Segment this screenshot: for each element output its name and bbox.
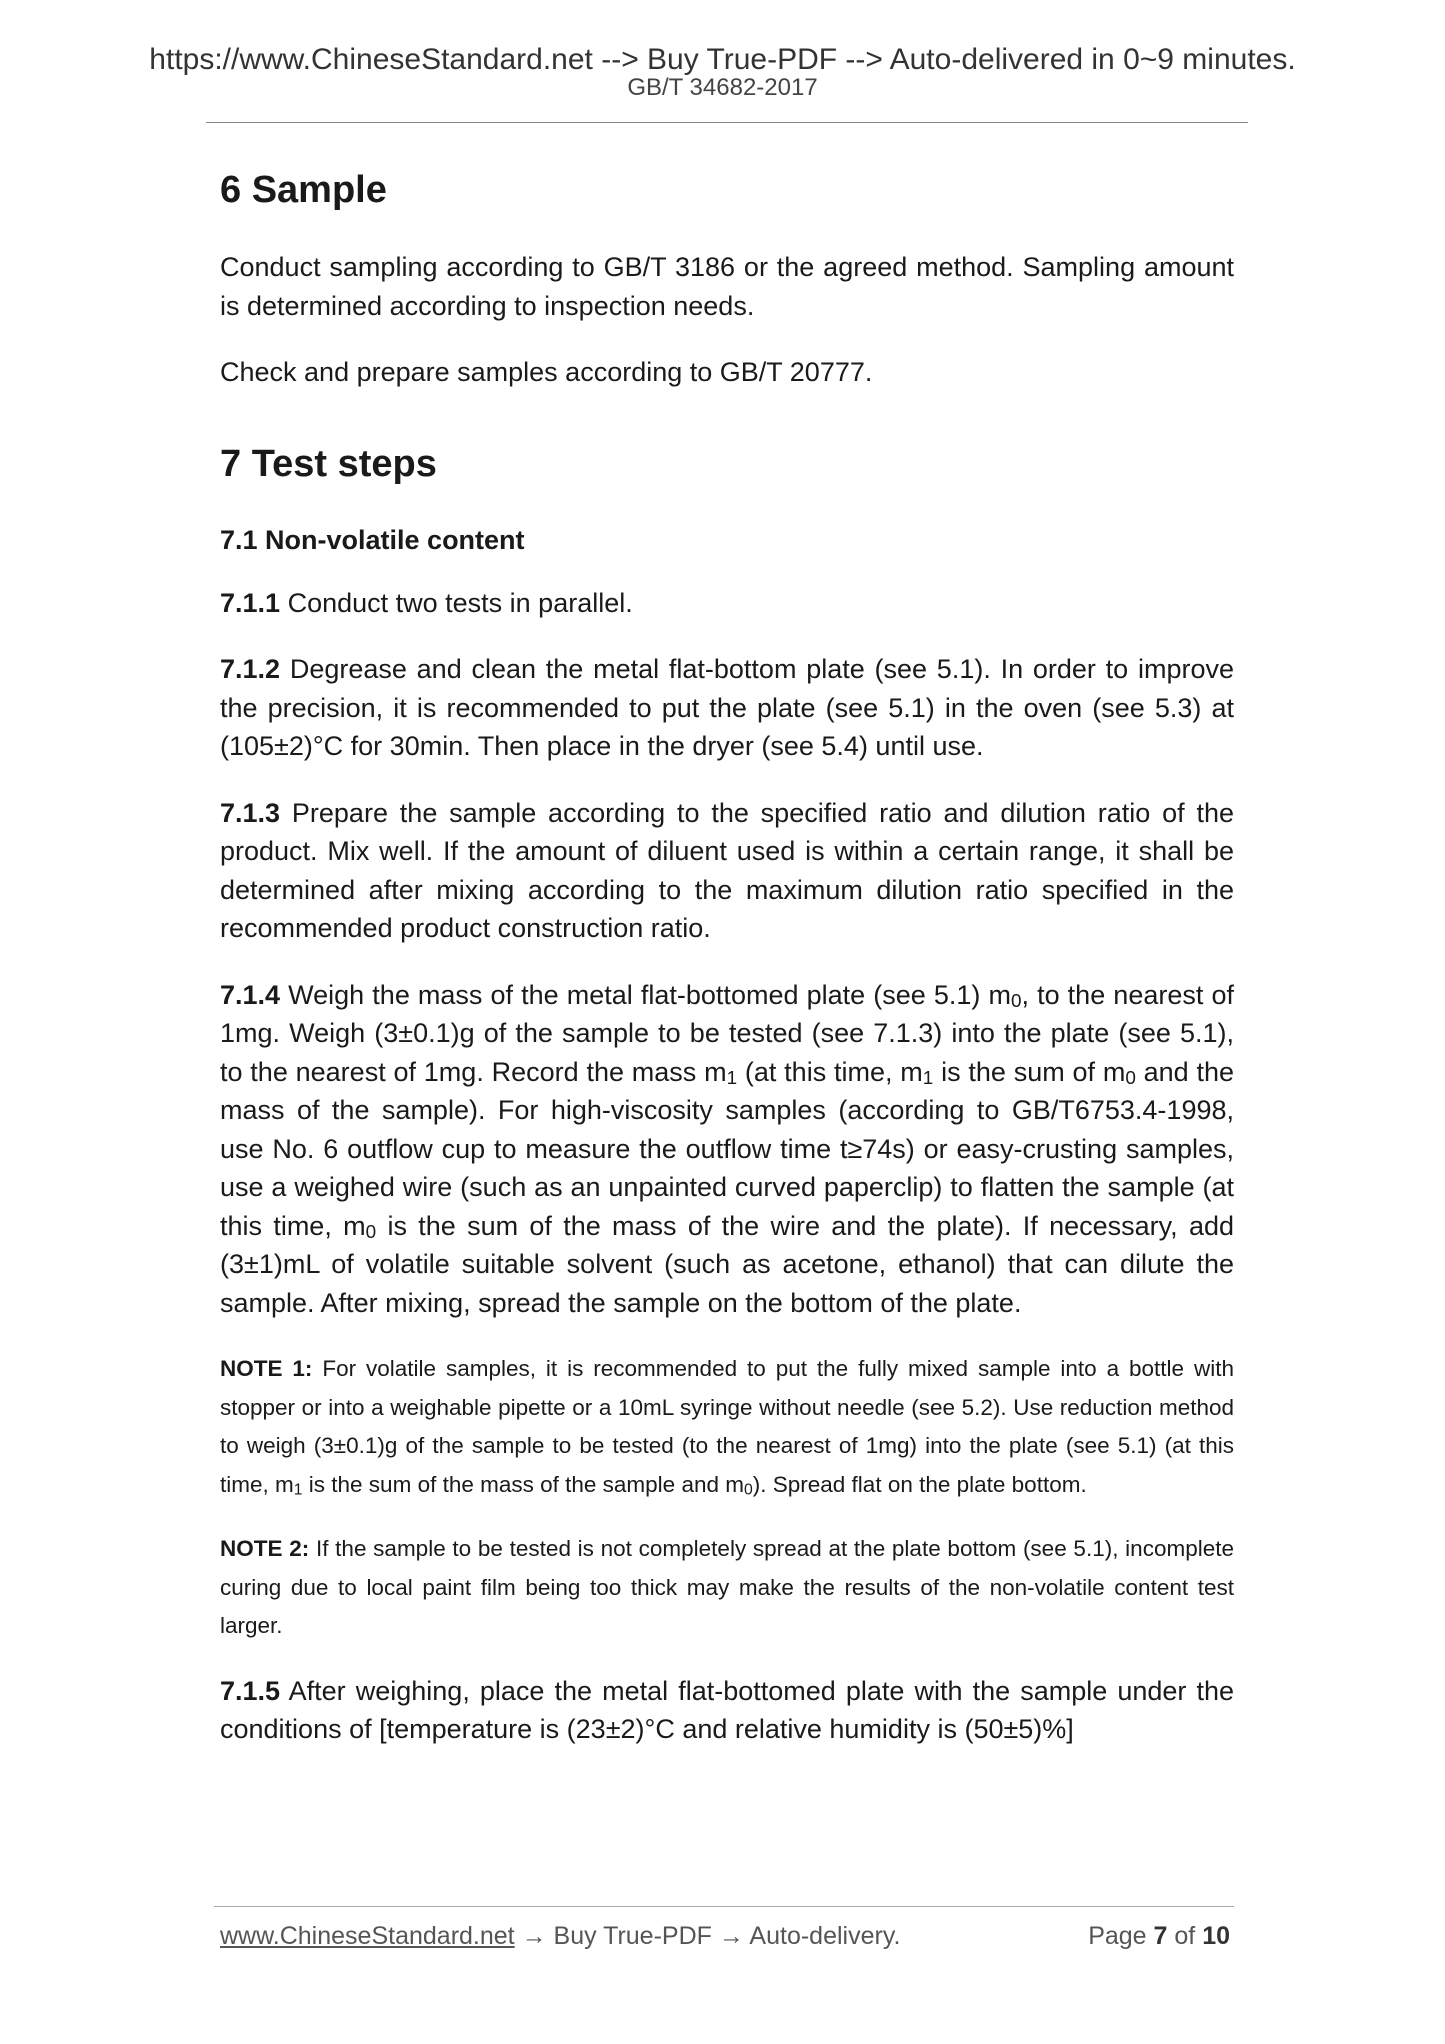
section-6-paragraph-2: Check and prepare samples according to GB/T 20777. bbox=[220, 357, 873, 387]
subscript: 1 bbox=[293, 1480, 303, 1498]
page-label: Page bbox=[1088, 1922, 1154, 1950]
subscript: 0 bbox=[743, 1480, 753, 1498]
note-1 bbox=[220, 1350, 1234, 1504]
clause-text: is the sum of the mass of the wire and the plate). If necessary, add (3±1)mL of volatile suitable solvent (such as acetone, ethanol) that can dilute the sample. After mixing, spread the sample on the bottom of the plate. bbox=[220, 1210, 1234, 1318]
of-label: of bbox=[1167, 1922, 1203, 1950]
footer-promo bbox=[220, 1922, 900, 1951]
page-number bbox=[1088, 1922, 1230, 1951]
clause-text: , to the nearest of 1mg. Weigh (3±0.1)g of the sample to be tested (see 7.1.3) into the plate (see 5.1), to the nearest of 1mg. Record the mass m bbox=[220, 979, 1234, 1087]
subscript: 1 bbox=[726, 1067, 738, 1089]
clause-text: Weigh the mass of the metal flat-bottomed plate (see 5.1) m bbox=[280, 979, 1011, 1010]
arrow-right-icon: → bbox=[711, 1922, 750, 1950]
page-content bbox=[220, 166, 1234, 1777]
note-text: ). Spread flat on the plate bottom. bbox=[752, 1471, 1087, 1497]
total-pages: 10 bbox=[1202, 1922, 1230, 1950]
arrow-right-icon: → bbox=[514, 1922, 554, 1950]
clause-number: 7.1.3 bbox=[220, 797, 281, 828]
clause-text: is the sum of m bbox=[933, 1056, 1126, 1087]
clause-text: After weighing, place the metal flat-bottomed plate with the sample under the conditions of [temperature is (23±2)°C and relative humidity is (50±5)%] bbox=[220, 1675, 1234, 1744]
note-2 bbox=[220, 1530, 1234, 1646]
clause-text: Prepare the sample according to the specified ratio and dilution ratio of the product. Mix well. If the amount of diluent used is within a certain range, it shall be determined after mixing according to the maximum dilution ratio specified in the recommended product construction ratio. bbox=[220, 797, 1234, 943]
subsection-7-1-title: 7.1 Non-volatile content bbox=[220, 524, 525, 555]
clause-7-1-4 bbox=[220, 976, 1234, 1323]
clause-text: (at this time, m bbox=[737, 1056, 923, 1087]
current-page: 7 bbox=[1153, 1922, 1168, 1950]
section-7-title: 7 Test steps bbox=[220, 442, 437, 485]
note-label: NOTE 2: bbox=[220, 1536, 310, 1561]
clause-7-1-3 bbox=[220, 794, 1234, 948]
note-label: NOTE 1: bbox=[220, 1356, 313, 1381]
subscript: 0 bbox=[365, 1221, 377, 1243]
document-code: GB/T 34682-2017 bbox=[627, 74, 818, 101]
clause-number: 7.1.5 bbox=[220, 1675, 281, 1706]
note-text: For volatile samples, it is recommended to put the fully mixed sample into a bottle with stopper or into a weighable pipette or a 10mL syringe without needle (see 5.2). Use reduction method to weigh (3±0.1)g of the sample to be tested (to the nearest of 1mg) into the plate (see 5.1) (at this time, m bbox=[220, 1356, 1235, 1497]
top-banner: https://www.ChineseStandard.net --> Buy True-PDF --> Auto-delivered in 0~9 minutes. bbox=[149, 43, 1296, 76]
clause-number: 7.1.1 bbox=[220, 587, 281, 618]
subscript: 0 bbox=[1010, 990, 1022, 1012]
clause-7-1-1 bbox=[220, 584, 1234, 623]
clause-text: and the mass of the sample). For high-viscosity samples (according to GB/T6753.4-1998, use No. 6 outflow cup to measure the outflow time t≥74s) or easy-crusting samples, use a weighed wire (such as an unpainted curved paperclip) to flatten the sample (at this time, m bbox=[220, 1056, 1234, 1241]
clause-number: 7.1.2 bbox=[220, 654, 281, 684]
subscript: 0 bbox=[1125, 1067, 1136, 1089]
header-divider bbox=[206, 122, 1248, 123]
footer-auto-text: Auto-delivery. bbox=[749, 1922, 901, 1950]
section-6-title: 6 Sample bbox=[220, 169, 387, 211]
clause-7-1-5 bbox=[220, 1672, 1234, 1749]
clause-text: Conduct two tests in parallel. bbox=[280, 587, 633, 618]
footer-divider bbox=[214, 1906, 1234, 1907]
note-text: If the sample to be tested is not completely spread at the plate bottom (see 5.1), incomplete curing due to local paint film being too thick may make the results of the non-volatile content test larger. bbox=[220, 1536, 1234, 1638]
clause-7-1-2 bbox=[220, 650, 1234, 766]
clause-text: Degrease and clean the metal flat-bottom plate (see 5.1). In order to improve the precision, it is recommended to put the plate (see 5.1) in the oven (see 5.3) at (105±2)°C for 30min. Then place in the dryer (see 5.4) until use. bbox=[220, 654, 1234, 761]
subscript: 1 bbox=[922, 1067, 934, 1089]
footer-buy-text: Buy True-PDF bbox=[553, 1922, 712, 1950]
page-footer bbox=[220, 1922, 1230, 1962]
note-text: is the sum of the mass of the sample and m bbox=[302, 1471, 744, 1497]
section-6-paragraph-1: Conduct sampling according to GB/T 3186 or the agreed method. Sampling amount is determined according to inspection needs. bbox=[220, 252, 1234, 321]
footer-site-link[interactable]: www.ChineseStandard.net bbox=[220, 1922, 515, 1950]
clause-number: 7.1.4 bbox=[220, 979, 281, 1010]
